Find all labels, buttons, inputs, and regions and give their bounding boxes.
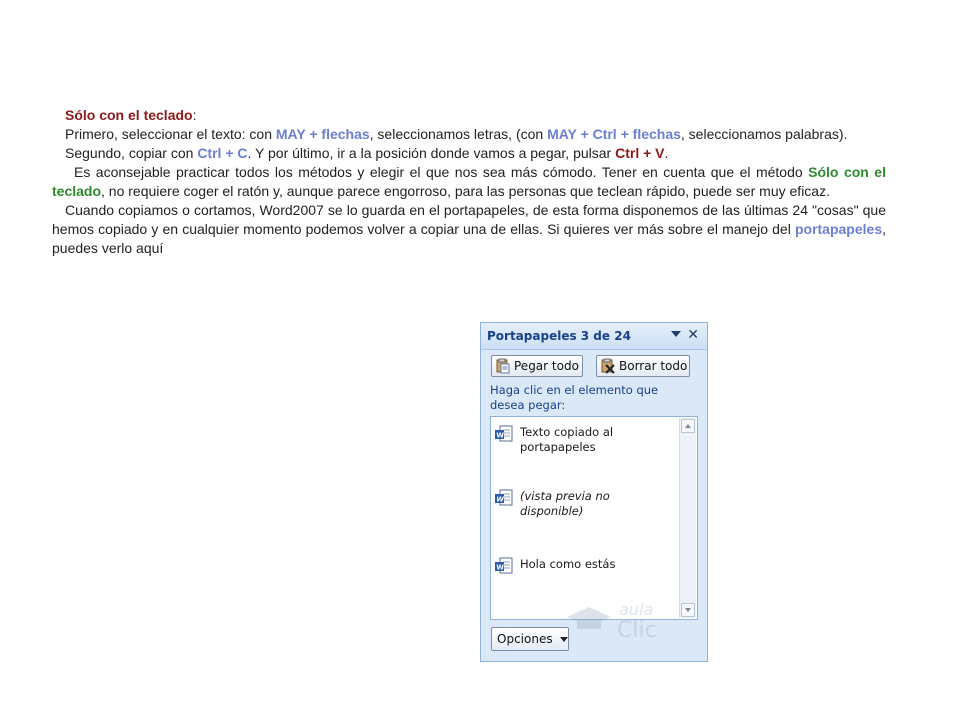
shortcut-may-ctrl-flechas: MAY + Ctrl + flechas (547, 126, 681, 142)
clipboard-pane-title: Portapapeles 3 de 24 (487, 329, 631, 343)
heading: Sólo con el teclado (65, 107, 193, 123)
clipboard-link[interactable]: portapapeles (794, 221, 883, 237)
paragraph-2 (52, 144, 886, 163)
options-label: Opciones (497, 632, 553, 646)
svg-text:W: W (496, 431, 504, 440)
svg-text:W: W (496, 495, 504, 504)
heading-line (52, 106, 886, 125)
clipboard-pane-header (481, 323, 707, 350)
close-icon[interactable]: ✕ (687, 327, 699, 343)
p4-text-a: Cuando copiamos o cortamos, Word2007 se lo guarda en el portapapeles, de esta forma disponemos de las últimas 24 "cosas" que hemos copiado y en cualquier momento podemos volver a copiar una de ellas. Si quieres ver más sobre el manejo del (52, 202, 886, 237)
chevron-down-icon (560, 637, 568, 642)
word-document-icon (494, 557, 514, 575)
clipboard-item-label: (vista previa no disponible) (520, 489, 610, 518)
instruction-text (52, 106, 886, 258)
p1-text-a: Primero, seleccionar el texto: con (65, 126, 276, 142)
scroll-down-arrow-icon[interactable] (681, 603, 695, 617)
clipboard-item-label: Texto copiado al portapapeles (520, 425, 614, 454)
heading-colon: : (192, 107, 197, 123)
clipboard-item[interactable] (494, 425, 674, 455)
p3-text-b: , no requiere coger el ratón y, aunque parece engorroso, para las personas que teclean rápido, puede ser muy eficaz. (101, 183, 830, 199)
clipboard-item-label: Hola como estás (520, 557, 616, 571)
list-scrollbar[interactable] (679, 418, 696, 618)
paste-icon (495, 358, 511, 374)
watermark-aula: aula (619, 600, 654, 619)
pane-menu-icon[interactable] (671, 331, 681, 337)
p2-text-a: Segundo, copiar con (65, 145, 198, 161)
clipboard-items-list (490, 416, 698, 620)
paste-all-button[interactable] (491, 355, 583, 377)
paragraph-3 (52, 163, 886, 201)
p4-text-b: , puedes verlo aquí (52, 221, 886, 256)
p2-text-c: . (664, 145, 669, 161)
p3-text-a: Es aconsejable practicar todos los métodos y elegir el que nos sea más cómodo. Tener en cuenta que el método (74, 164, 809, 180)
p1-text-c: , seleccionamos palabras). (680, 126, 848, 142)
p1-text-b: , seleccionamos letras, (con (369, 126, 548, 142)
shortcut-ctrl-v: Ctrl + V (615, 145, 665, 161)
clear-icon (600, 358, 616, 374)
clear-all-label: Borrar todo (619, 359, 688, 373)
paste-all-label: Pegar todo (514, 359, 579, 373)
options-dropdown-button[interactable] (491, 627, 569, 651)
pane-hint: Haga clic en el elemento que desea pegar: (490, 383, 659, 412)
shortcut-may-flechas: MAY + flechas (275, 126, 370, 142)
watermark-clic: Clic (617, 618, 657, 643)
p2-text-b: . Y por último, ir a la posición donde vamos a pegar, pulsar (247, 145, 616, 161)
clear-all-button[interactable] (596, 355, 690, 377)
word-document-icon (494, 425, 514, 443)
shortcut-ctrl-c: Ctrl + C (197, 145, 248, 161)
paragraph-4 (52, 201, 886, 258)
method-keyboard-only: Sólo con el teclado (52, 164, 886, 199)
svg-text:W: W (496, 563, 504, 572)
clipboard-pane (480, 322, 708, 662)
paragraph-1 (52, 125, 886, 144)
clipboard-item[interactable] (494, 557, 674, 575)
word-document-icon (494, 489, 514, 507)
scroll-up-arrow-icon[interactable] (681, 419, 695, 433)
clipboard-item[interactable] (494, 489, 674, 519)
